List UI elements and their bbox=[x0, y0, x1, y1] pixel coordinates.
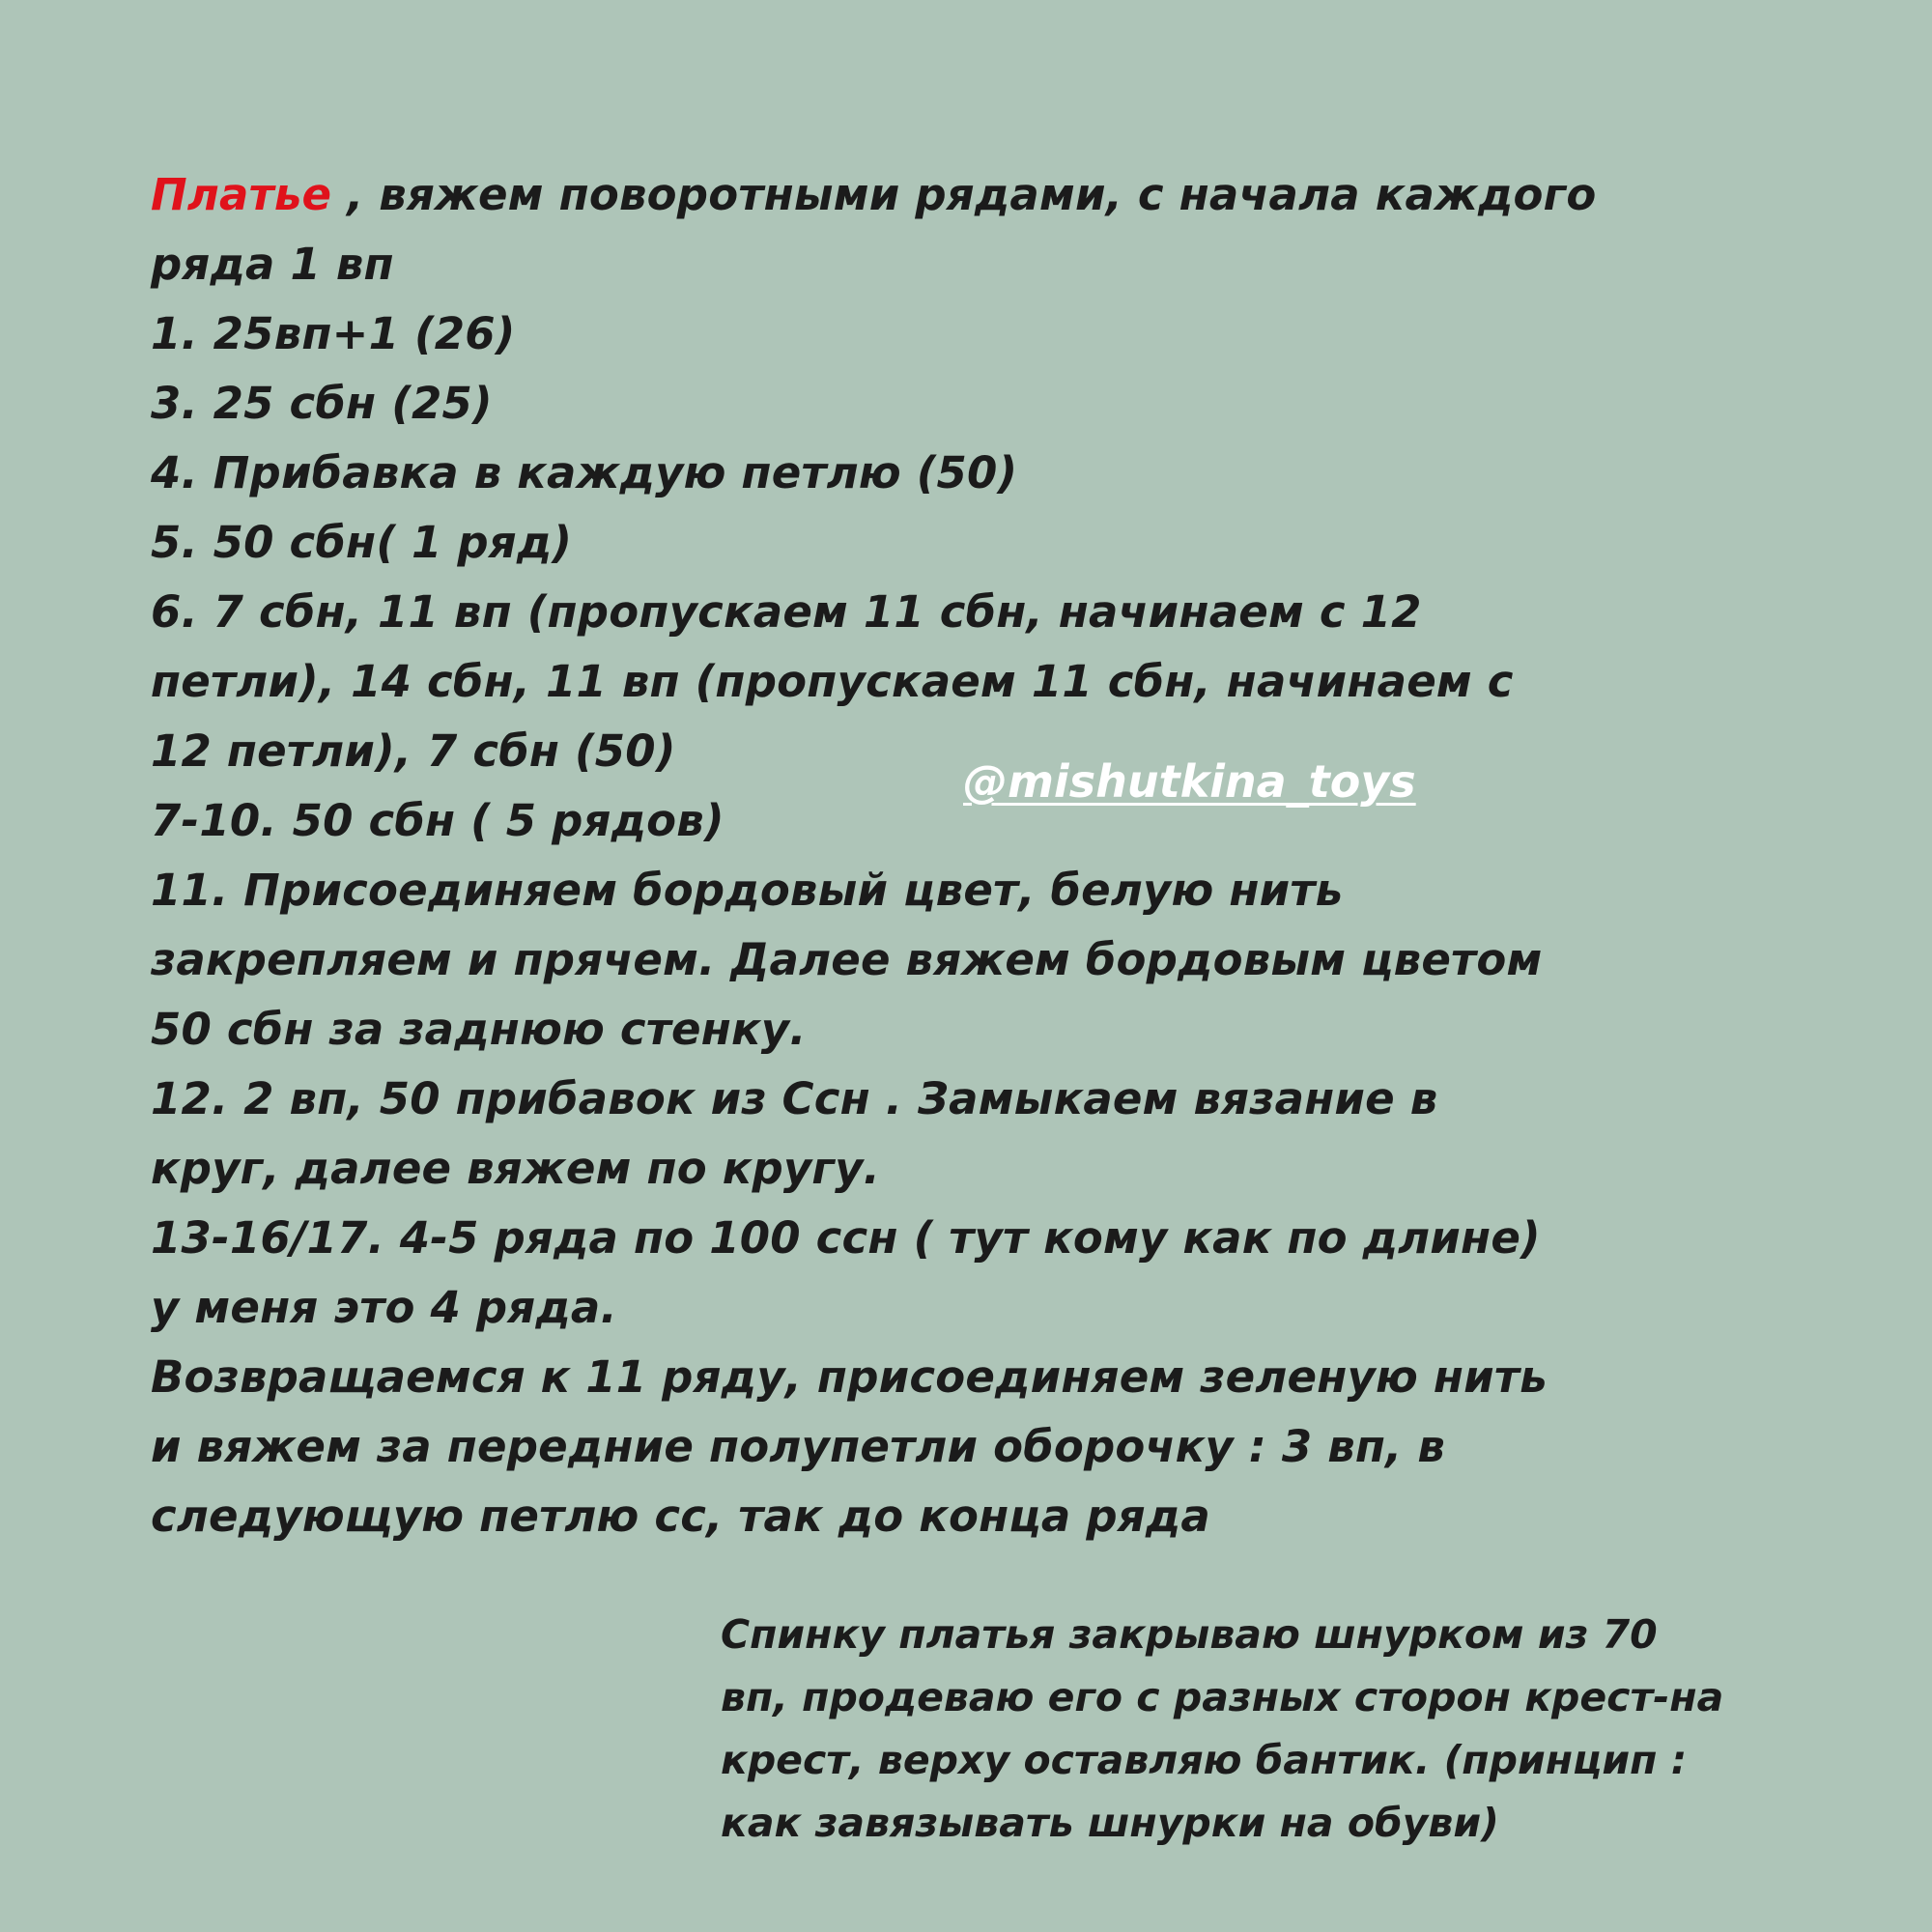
back-closure-note bbox=[721, 1604, 1783, 1855]
row-line: у меня это 4 ряда. bbox=[151, 1282, 617, 1333]
row-line: 7-10. 50 сбн ( 5 рядов) bbox=[151, 795, 724, 846]
row-line: закрепляем и прячем. Далее вяжем бордовым цветом bbox=[151, 934, 1543, 985]
row-line: следующую петлю сс, так до конца ряда bbox=[151, 1491, 1210, 1542]
row-line: 13-16/17. 4-5 ряда по 100 ссн ( тут кому как по длине) bbox=[151, 1212, 1541, 1264]
row-line: Возвращаемся к 11 ряду, присоединяем зеленую нить bbox=[151, 1351, 1548, 1403]
dress-title: Платье bbox=[151, 169, 332, 220]
intro-text: , вяжем поворотными рядами, с начала каждого bbox=[331, 169, 1597, 220]
row-line: 11. Присоединяем бордовый цвет, белую нить bbox=[151, 865, 1344, 916]
note-line: Спинку платья закрываю шнурком из 70 bbox=[721, 1611, 1658, 1658]
row-line: 12. 2 вп, 50 прибавок из Ссн . Замыкаем вязание в bbox=[151, 1073, 1438, 1124]
row-line: петли), 14 сбн, 11 вп (пропускаем 11 сбн, начинаем с bbox=[151, 656, 1514, 707]
row-line: 5. 50 сбн( 1 ряд) bbox=[151, 517, 573, 568]
row-line: 12 петли), 7 сбн (50) bbox=[151, 725, 676, 777]
intro-line-2: ряда 1 вп bbox=[151, 239, 394, 290]
intro-line-1 bbox=[151, 160, 1658, 230]
row-line: 4. Прибавка в каждую петлю (50) bbox=[151, 447, 1018, 498]
note-line: вп, продеваю его с разных сторон крест-на bbox=[721, 1674, 1724, 1720]
row-line: 6. 7 сбн, 11 вп (пропускаем 11 сбн, начинаем с 12 bbox=[151, 586, 1422, 638]
row-line: 1. 25вп+1 (26) bbox=[151, 308, 516, 359]
row-line: круг, далее вяжем по кругу. bbox=[151, 1143, 880, 1194]
row-line: 50 сбн за заднюю стенку. bbox=[151, 1004, 807, 1055]
note-line: как завязывать шнурки на обуви) bbox=[721, 1800, 1499, 1846]
watermark-handle: @mishutkina_toys bbox=[963, 755, 1416, 808]
row-line: 3. 25 сбн (25) bbox=[151, 378, 493, 429]
note-line: крест, верху оставляю бантик. (принцип : bbox=[721, 1737, 1688, 1783]
pattern-text bbox=[151, 160, 1658, 1551]
row-line: и вяжем за передние полупетли оборочку : 3 вп, в bbox=[151, 1421, 1446, 1472]
